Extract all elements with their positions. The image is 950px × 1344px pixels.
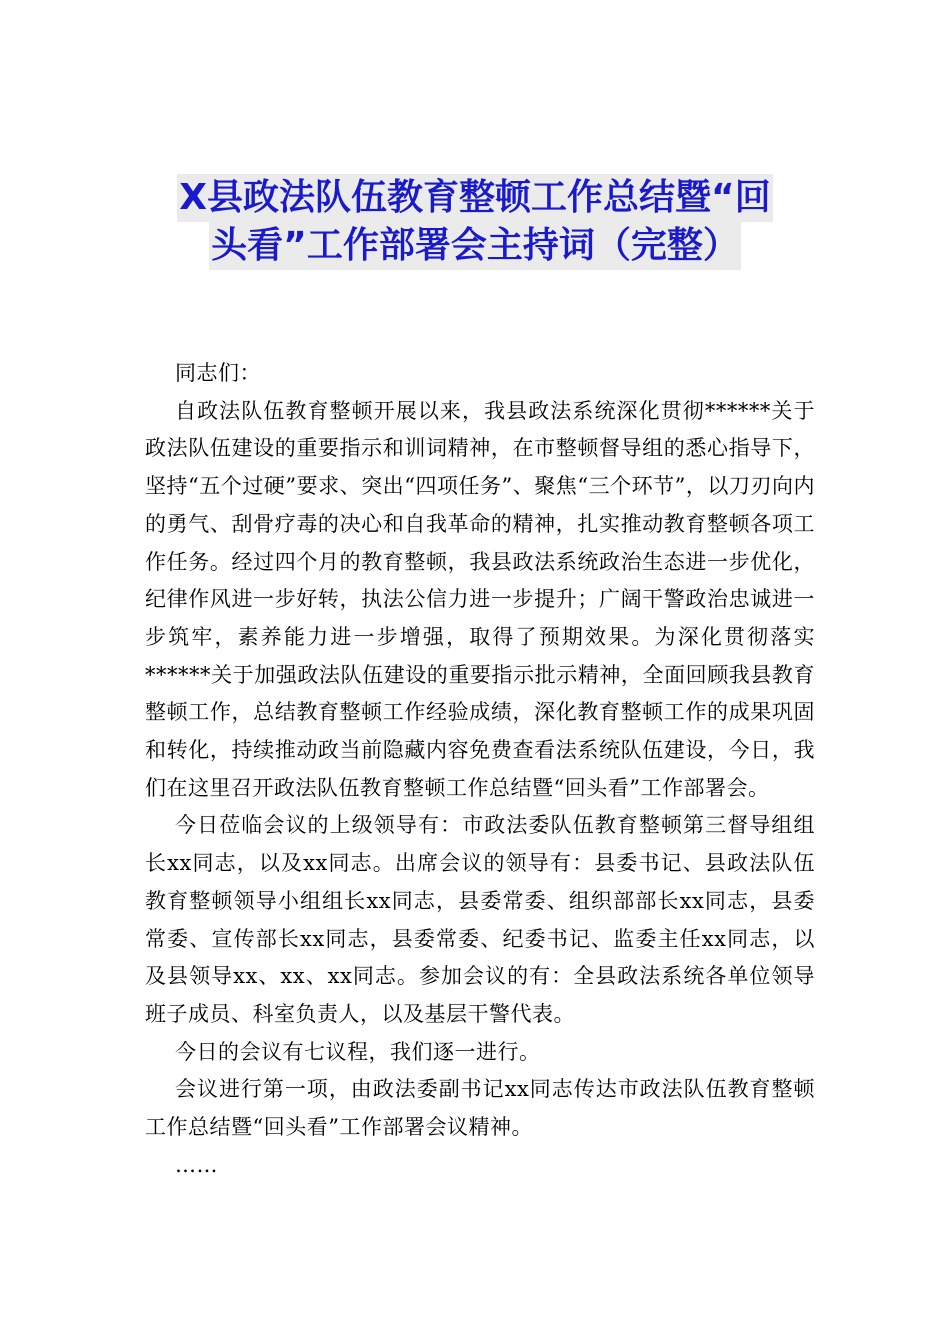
paragraph-agenda: 今日的会议有七议程，我们逐一进行。 — [175, 1039, 541, 1064]
document-body — [145, 355, 815, 1184]
salutation: 同志们： — [175, 361, 261, 385]
title-line-1: X县政法队伍教育整顿工作总结暨“回 — [177, 174, 772, 222]
document-title — [0, 174, 950, 270]
paragraph-intro: 自政法队伍教育整顿开展以来，我县政法系统深化贯彻******关于政法队伍建设的重要指示和训词精神，在市整顿督导组的悉心指导下，坚持“五个过硬”要求、突出“四项任务”、聚焦“三个环节”，以刀刃向内的勇气、刮骨疗毒的决心和自我革命的精神，扎实推动教育整顿各项工作任务。经过四个月的教育整顿，我县政法系统政治生态进一步优化，纪律作风进一步好转，执法公信力进一步提升；广阔干警政治忠诚进一步筑牢，素养能力进一步增强，取得了预期效果。为深化贯彻落实******关于加强政法队伍建设的重要指示批示精神，全面回顾我县教育整顿工作，总结教育整顿工作经验成绩，深化教育整顿工作的成果巩固和转化，持续推动政当前隐藏内容免费查看法系统队伍建设，今日，我们在这里召开政法队伍教育整顿工作总结暨“回头看”工作部署会。 — [145, 398, 815, 800]
paragraph-attendees: 今日莅临会议的上级领导有：市政法委队伍教育整顿第三督导组组长xx同志，以及xx同志。出席会议的领导有：县委书记、县政法队伍教育整顿领导小组组长xx同志，县委常委、组织部部长xx同志，县委常委、宣传部长xx同志，县委常委、纪委书记、监委主任xx同志，以及县领导xx、xx、xx同志。参加会议的有：全县政法系统各单位领导班子成员、科室负责人，以及基层干警代表。 — [145, 813, 815, 1026]
paragraph-item-one: 会议进行第一项，由政法委副书记xx同志传达市政法队伍教育整顿工作总结暨“回头看”工作部署会议精神。 — [145, 1077, 815, 1140]
paragraph-ellipsis: …… — [175, 1152, 218, 1177]
title-line-2: 头看”工作部署会主持词（完整） — [209, 222, 741, 270]
